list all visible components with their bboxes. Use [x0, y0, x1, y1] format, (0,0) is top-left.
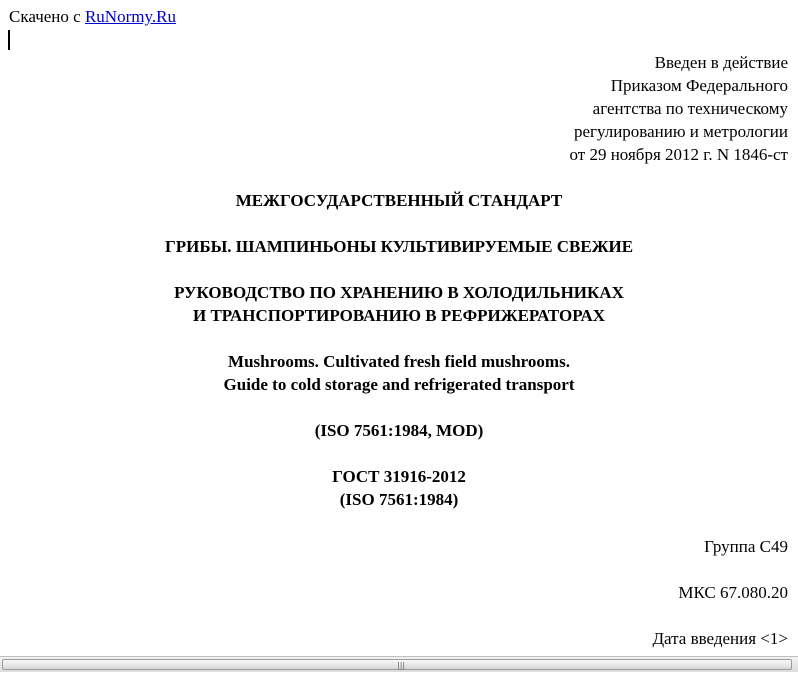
runormy-link[interactable]: RuNormy.Ru: [84, 7, 176, 26]
english-title-line: Guide to cold storage and refrigerated transport: [223, 375, 575, 394]
mks-code: МКС 67.080.20: [678, 583, 788, 602]
approval-line: от 29 ноября 2012 г. N 1846-ст: [569, 145, 788, 164]
document-subtitle: [0, 281, 798, 327]
gost-designation: [0, 465, 798, 511]
subtitle-line: РУКОВОДСТВО ПО ХРАНЕНИЮ В ХОЛОДИЛЬНИКАХ: [174, 283, 624, 302]
approval-block: [570, 51, 789, 166]
horizontal-scrollbar[interactable]: [0, 656, 798, 672]
standard-heading: МЕЖГОСУДАРСТВЕННЫЙ СТАНДАРТ: [235, 191, 563, 210]
group-code: Группа C49: [704, 537, 788, 556]
text-cursor: [8, 30, 10, 50]
gost-number: ГОСТ 31916-2012: [332, 467, 466, 486]
source-line: [9, 5, 176, 28]
intro-date: Дата введения <1>: [652, 629, 788, 648]
grip-lines-icon: |||: [397, 661, 406, 670]
english-title-line: Mushrooms. Cultivated fresh field mushrooms.: [228, 352, 570, 371]
source-prefix: Скачено с: [9, 7, 81, 26]
approval-line: Приказом Федерального: [610, 76, 788, 95]
english-title: [0, 350, 798, 396]
gost-iso: (ISO 7561:1984): [339, 490, 459, 509]
approval-line: Введен в действие: [654, 53, 788, 72]
scrollbar-thumb[interactable]: [2, 659, 792, 670]
document-title: ГРИБЫ. ШАМПИНЬОНЫ КУЛЬТИВИРУЕМЫЕ СВЕЖИЕ: [164, 237, 634, 256]
iso-reference: (ISO 7561:1984, MOD): [314, 421, 484, 440]
approval-line: агентства по техническому: [592, 99, 788, 118]
subtitle-line: И ТРАНСПОРТИРОВАНИЮ В РЕФРИЖЕРАТОРАХ: [192, 306, 606, 325]
approval-line: регулированию и метрологии: [573, 122, 788, 141]
